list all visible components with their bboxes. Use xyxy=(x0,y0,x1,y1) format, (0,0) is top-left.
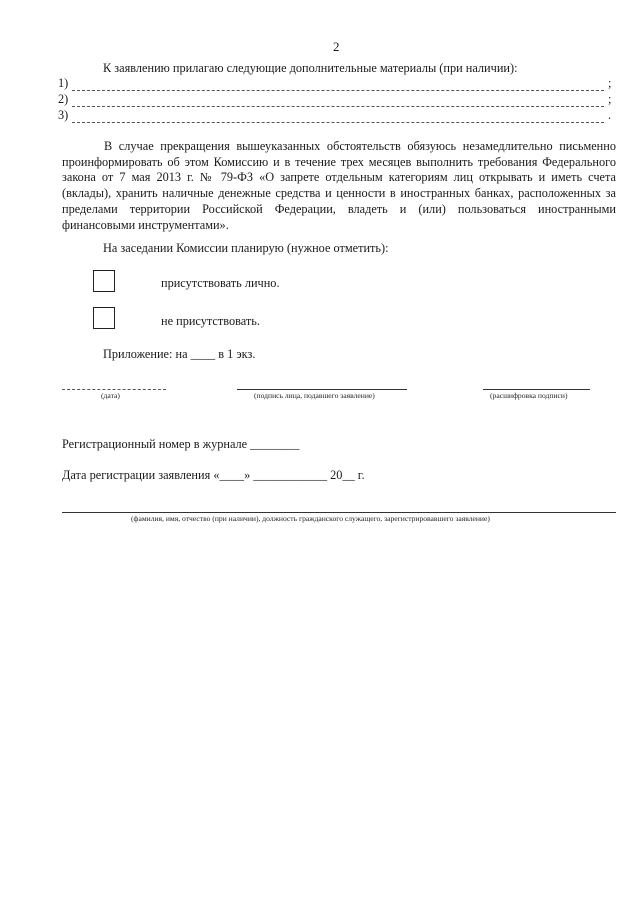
attachment-item-1-label: 1) xyxy=(58,76,69,90)
registrar-caption: (фамилия, имя, отчество (при наличии), должность гражданского служащего, зарегистрировавшего заявление) xyxy=(131,514,490,523)
attachment-item-2-label: 2) xyxy=(58,92,69,106)
not-attend-label: не присутствовать. xyxy=(161,314,260,328)
registration-journal-number: Регистрационный номер в журнале ________ xyxy=(62,437,300,451)
attachment-item-3-line xyxy=(72,122,604,123)
date-signature-line xyxy=(62,389,166,390)
attachment-item-1-end: ; xyxy=(608,76,612,90)
attachment-item-3-end: . xyxy=(608,108,612,122)
page-number: 2 xyxy=(333,39,340,54)
attachment-item-1-line xyxy=(72,90,604,91)
decoding-caption: (расшифровка подписи) xyxy=(490,391,568,400)
not-attend-checkbox[interactable] xyxy=(93,307,115,329)
appendix-line: Приложение: на ____ в 1 экз. xyxy=(103,347,256,361)
attachments-intro: К заявлению прилагаю следующие дополнительные материалы (при наличии): xyxy=(103,61,518,75)
decoding-signature-line xyxy=(483,389,590,390)
attend-in-person-label: присутствовать лично. xyxy=(161,276,280,290)
attend-in-person-checkbox[interactable] xyxy=(93,270,115,292)
applicant-signature-line xyxy=(237,389,407,390)
obligation-paragraph: В случае прекращения вышеуказанных обстоятельств обязуюсь незамедлительно письменно проинформировать об этом Комиссию и в течение трех месяцев выполнить требования Федерального закона от 7 мая 2013 г. № 79-ФЗ «О запрете отдельным категориям лиц открывать и иметь счета (вклады), хранить наличные денежные средства и ценности в иностранных банках, расположенных за пределами территории Российской Федерации, владеть и (или) пользоваться иностранными финансовыми инструментами». xyxy=(62,139,616,232)
registrar-line xyxy=(62,512,616,513)
meeting-intro: На заседании Комиссии планирую (нужное отметить): xyxy=(103,241,389,255)
attachment-item-2-line xyxy=(72,106,604,107)
registration-date: Дата регистрации заявления «____» ____________ 20__ г. xyxy=(62,468,365,482)
attachment-item-3-label: 3) xyxy=(58,108,69,122)
signature-caption: (подпись лица, подавшего заявление) xyxy=(254,391,375,400)
attachment-item-2-end: ; xyxy=(608,92,612,106)
date-caption: (дата) xyxy=(101,391,120,400)
